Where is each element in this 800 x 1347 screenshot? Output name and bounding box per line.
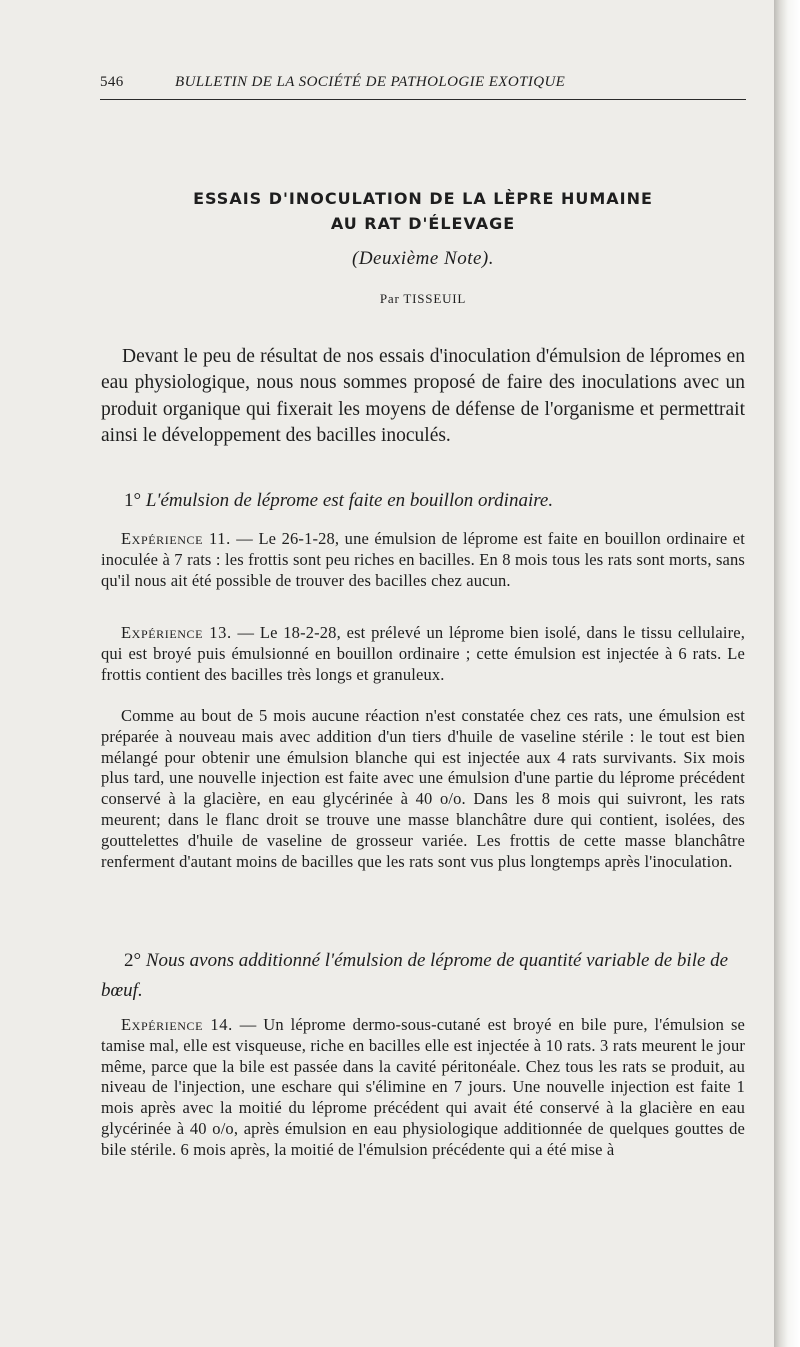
article-subtitle: (Deuxième Note). (352, 248, 494, 269)
experiment-14-label: Expérience 14. (121, 1015, 233, 1034)
experiment-13-text: — Le 18-2-28, est prélevé un léprome bien isolé, dans le tissu cellulaire, qui est broyé puis émulsionné en bouillon ordinaire ; cette émulsion est injectée à 6 rats. Le frottis contient des bacilles très longs et granuleux. (101, 623, 745, 684)
section-1-number: 1° (124, 490, 142, 511)
article-title-line-1: ESSAIS D'INOCULATION DE LA LÈPRE HUMAINE (193, 189, 653, 208)
experiment-11-label: Expérience 11. (121, 529, 231, 548)
page-edge-shadow (774, 0, 800, 1347)
section-heading-1 (101, 487, 745, 515)
experiment-13-continuation: Comme au bout de 5 mois aucune réaction n'est constatée chez ces rats, une émulsion est préparée à nouveau mais avec addition d'un tiers d'huile de vaseline stérile : le tout est bien mélangé pour obtenir une émulsion blanche qui est injectée aux 4 rats survivants. Six mois plus tard, une nouvelle injection est faite avec une émulsion d'une partie du léprome précédent conservé à la glacière, en eau glycérinée à 40 o/o. Dans les 8 mois qui suivront, les rats meurent; dans le flanc droit se trouve une masse blanchâtre dure qui contient, isolées, des gouttelettes d'huile de vaseline de grosseur variée. Les frottis de cette masse blanchâtre renferment d'autant moins de bacilles que les rats sont vus plus longtemps après l'inoculation. (101, 706, 745, 871)
section-2-number: 2° (124, 950, 142, 971)
section-heading-2 (101, 946, 745, 1006)
article-title-line-2: AU RAT D'ÉLEVAGE (330, 214, 516, 233)
section-2-text: Nous avons additionné l'émulsion de léprome de quantité variable de bile de bœuf. (101, 950, 729, 1001)
experiment-13-paragraph (101, 623, 745, 685)
experiment-13-label: Expérience 13. (121, 623, 232, 642)
section-1-text: L'émulsion de léprome est faite en bouillon ordinaire. (145, 490, 554, 511)
experiment-11-paragraph (101, 529, 745, 591)
experiment-14-text: — Un léprome dermo-sous-cutané est broyé en bile pure, l'émulsion se tamise mal, elle est visqueuse, riche en bacilles elle est injectée à 10 rats. 3 rats meurent le jour même, parce que la bile est passée dans la cavité péritonéale. Chez tous les rats se produit, au niveau de l'injection, une eschare qui s'élimine en 7 jours. Une nouvelle injection est faite 1 mois après avec la moitié du léprome précédent qui avait été conservé à la glacière en eau glycérinée à 40 o/o, après émulsion en eau physiologique additionnée de quelques gouttes de bile stérile. 6 mois après, la moitié de l'émulsion précédente qui a été mise à (101, 1015, 745, 1159)
article-author: Par TISSEUIL (379, 291, 467, 306)
page-number: 546 (100, 74, 124, 90)
journal-title: BULLETIN DE LA SOCIÉTÉ DE PATHOLOGIE EXOTIQUE (175, 74, 566, 90)
experiment-11-text: — Le 26-1-28, une émulsion de léprome est faite en bouillon ordinaire et inoculée à 7 rats : les frottis sont peu riches en bacilles. En 8 mois tous les rats sont morts, sans qu'il nous ait été possible de trouver des bacilles chez aucun. (101, 529, 745, 590)
experiment-14-paragraph (101, 1015, 745, 1161)
article-title (100, 186, 746, 236)
header-rule (100, 99, 746, 100)
intro-paragraph: Devant le peu de résultat de nos essais d'inoculation d'émulsion de lépromes en eau physiologique, nous nous sommes proposé de faire des inoculations avec un produit organique qui fixerait les moyens de défense de l'organisme et permettrait ainsi le développement des bacilles inoculés. (101, 346, 745, 446)
